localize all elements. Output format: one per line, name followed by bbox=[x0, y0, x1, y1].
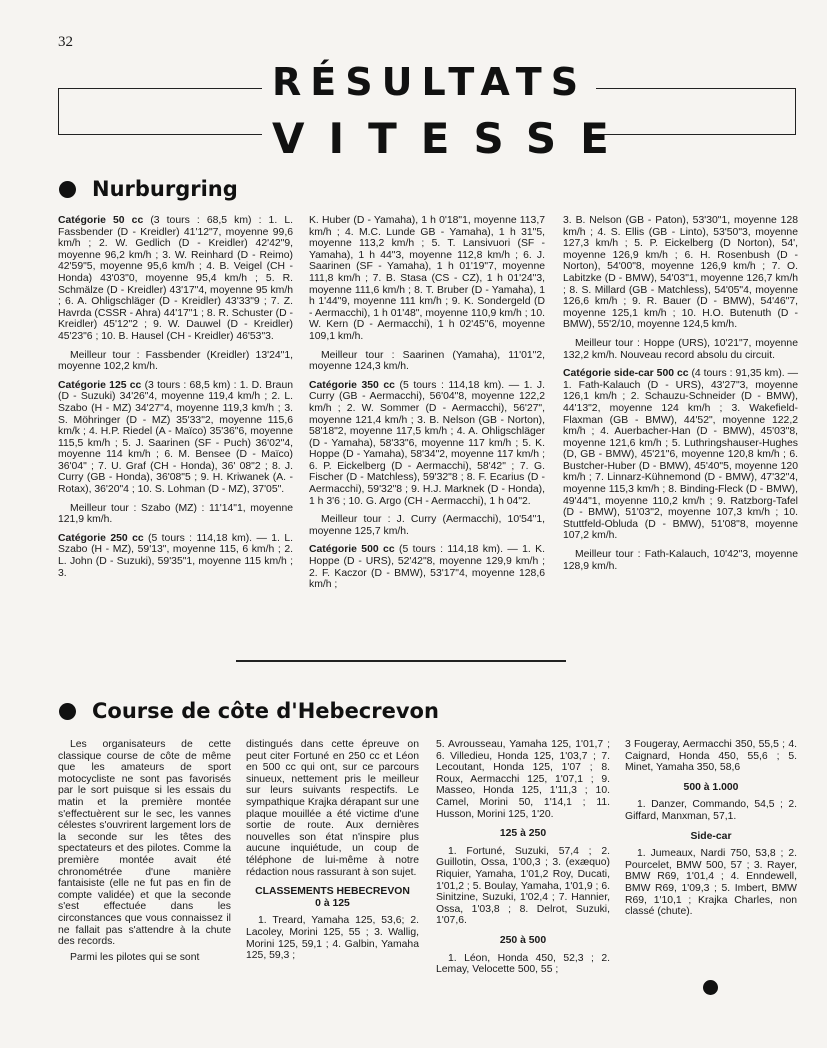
nurburgring-column-1 bbox=[58, 215, 293, 586]
paragraph: Meilleur tour : J. Curry (Aermacchi), 10'54"1, moyenne 125,7 km/h. bbox=[309, 514, 545, 537]
header-rule-right bbox=[795, 88, 796, 135]
paragraph: 1. Danzer, Commando, 54,5 ; 2. Giffard, Manxman, 57,1. bbox=[625, 799, 797, 822]
classements-title: CLASSEMENTS HEBECREVON bbox=[255, 886, 410, 898]
paragraph: Les organisateurs de cette classique course de côte de même que les amateurs de sport motocycliste ne sont pas favorisés par le sort puisque si les essais du matin et la première montée s'effectuèrent sur le sec, les vannes célestes s'ouvrirent largement lors de la seconde sur les têtes des spectateurs et des pilotes. Comme la première montée avait été chronométrée d'une manière fantaisiste (elle ne fut pas en fin de compte validée) et que la seconde s'est effectuée dans les circonstances que vous connaissez il ne fallait pas s'attendre à la chute des records. bbox=[58, 739, 231, 948]
nurburgring-column-2 bbox=[309, 215, 545, 598]
header-title-line1: RÉSULTATS bbox=[272, 60, 588, 104]
paragraph: Parmi les pilotes qui se sont bbox=[70, 951, 200, 963]
header-title-line2: VITESSE bbox=[272, 114, 633, 163]
category-heading: Side-car bbox=[690, 830, 732, 842]
paragraph: Catégorie 50 cc (3 tours : 68,5 km) : 1. L. Fassbender (D - Kreidler) 41'12"7, moyenne 99,6 km/h ; 2. W. Gedlich (D - Kreidler) 42'42"9, moyenne 96,2 km/h ; 3. W. Reinhard (D - Reimo) 42'59"5, moyenne 95,6 km/h ; 4. B. Veigel (CH - Honda) 43'03"0, moyenne 95,4 km/h ; 5. R. Schmälze (D - Kreidler) 43'17"4, moyenne 95 km/h ; 6. A. Ohligschläger (D - Kreidler) 43'33"9 ; 7. Z. Havrda (CSSR - Ahra) 44'17"1 ; 8. R. Schuster (D - Kreidler) 45'12"2 ; 9. W. Dauwel (D - Kreidler) 45'23"6 ; 10. B. Hausel (CH - Kreidler) 46'53"3. bbox=[58, 215, 293, 342]
nurburgring-column-3 bbox=[563, 215, 798, 579]
header-rule-left bbox=[58, 88, 59, 135]
category-heading: 250 à 500 bbox=[499, 934, 547, 946]
paragraph: 3. B. Nelson (GB - Paton), 53'30"1, moyenne 128 km/h ; 4. S. Ellis (GB - Linto), 53'50"3, moyenne 127,3 km/h ; 5. P. Eickelberg (D Norton), 54', moyenne 126,9 km/h ; 6. H. Rosenbush (D - Norton), 54'00"8, moyenne 126,9 km/h ; 7. O. Labitzke (D - BMW), 54'03"1, moyenne 126,7 km/h ; 8. S. Millard (GB - Matchless), 54'05"4, moyenne 126,6 km/h ; 9. R. Bauer (D - BMW), 54'46"7, moyenne 125,1 km/h ; 10. H.O. Butenuth (D - BMW), 55'2/10, moyenne 124,5 km/h. bbox=[563, 215, 798, 331]
section-title-hebecrevon: Course de côte d'Hebecrevon bbox=[92, 699, 439, 723]
paragraph: Meilleur tour : Hoppe (URS), 10'21"7, moyenne 132,2 km/h. Nouveau record absolu du circuit. bbox=[563, 337, 798, 361]
paragraph: Catégorie 250 cc (5 tours : 114,18 km). — 1. L. Szabo (H - MZ), 59'13", moyenne 115, 6 km/h ; 2. L. John (D - Suzuki), 59'35"1, moyenne 115 km/h ; 3. bbox=[58, 532, 293, 579]
paragraph: Catégorie 500 cc (5 tours : 114,18 km). — 1. K. Hoppe (D - URS), 52'42"8, moyenne 129,9 km/h ; 2. F. Kaczor (D - BMW), 53'17"4, moyenne 128,6 km/h ; bbox=[309, 544, 545, 591]
paragraph: distingués dans cette épreuve on peut citer Fortuné en 250 cc et Léon en 500 cc qui ont, sur ce parcours sinueux, nettement pris le meilleur sur leurs suivants respectifs. Le sympathique Krajka dérapant sur une plaque mouillée a été victime d'une sortie de route. Aux dernières nouvelles son état n'inspire plus aucune inquiétude, un coup de téléphone de lui-même à notre rédaction nous rassurant à son sujet. bbox=[246, 739, 419, 878]
paragraph: Meilleur tour : Fath-Kalauch, 10'42"3, moyenne 128,9 km/h. bbox=[563, 549, 798, 572]
paragraph: K. Huber (D - Yamaha), 1 h 0'18"1, moyenne 113,7 km/h ; 4. M.C. Lunde GB - Yamaha), 1 h 31"5, moyenne 113,2 km/h ; 5. T. Lansivuori (SF - Yamaha), 1 h 44"3, moyenne 112,8 km/h ; 6. J. Saarinen (SF - Yamaha), 1 h 01'19"7, moyenne 111,8 km/h ; 7. B. Stasa (CS - CZ), 1 h 01'24"3, moyenne 111,6 km/h ; 8. T. Bruber (D - Yamaha), 1 h 1'44"9, moyenne 111 km/h ; 9. K. Sondergeld (D - Aermacchi), 1 h 01'48", moyenne 110,9 km/h ; 10. W. Kern (D - Aermacchi), 1 h 02'45"6, moyenne 109,1 km/h. bbox=[309, 215, 545, 342]
paragraph: Catégorie side-car 500 cc (4 tours : 91,35 km). — 1. Fath-Kalauch (D - URS), 43'27"3, moyenne 126,1 km/h ; 2. Schauzu-Schneider (D - BMW), 44'13"2, moyenne 124 km/h ; 3. Wakefield-Flaxman (GB - BMW), 44'52", moyenne 122,2 km/h ; 4. Auerbacher-Han (D - BMW), 45'03"8, moyenne 121,6 km/h ; 5. Luthringshauser-Hughes (D, GB - BMW), 45'21"6, moyenne 120,8 km/h ; 6. Bustcher-Huber (D - BMW), 45'40"5, moyenne 120 km/h ; 7. Linnarz-Kühnemond (D - BMW), 47'32"4, moyenne 115,3 km/h ; 8. Binding-Fleck (D - BMW), 49'44"1, moyenne 110,2 km/h ; 9. Ratzborg-Tafel (D - BMW), 51'03"2, moyenne 107,3 km/h ; 10. Stuttfeld-Obluda (D - BMW), 51'08"8, moyenne 107,2 km/h. bbox=[563, 368, 798, 542]
paragraph: Catégorie 350 cc (5 tours : 114,18 km). — 1. J. Curry (GB - Aermacchi), 56'04"8, moyenne 122,2 km/h ; 2. W. Sommer (D - Aermacchi), 56'27", moyenne 121,4 km/h ; 3. B. Nelson (GB - Norton), 58'18"2, moyenne 117,5 km/h ; 4. A. Ohligschläger (D - Yamaha), 58'33"6, moyenne 117 km/h ; 5. K. Hoppe (D - Yamaha), 58'34"2, moyenne 117 km/h ; 6. P. Eickelberg (D - Aermacchi), 58'42" ; 7. G. Fischer (D - Matchless), 59'32"8 ; 8. F. Ecarius (D - Aermacchi), 59'32"8 ; 9. H.J. Marknek (D - Honda), 1 h 3'6 ; 10. G. Argo (CH - Aermacchi), 1 h 04"2. bbox=[309, 379, 546, 507]
header-rule-bottom-left bbox=[58, 134, 262, 135]
paragraph: Catégorie 125 cc (3 tours : 68,5 km) : 1. D. Braun (D - Suzuki) 34'26"4, moyenne 119,4 km/h ; 2. L. Szabo (H - MZ) 34'27"4, moyenne 119,3 km/h ; 3. S. Möhringer (D - MZ) 35'33"2, moyenne 115,6 km/k ; 4. H.P. Riedel (A - Maïco) 35'36"6, moyenne 115,5 km/h ; 5. J. Saarinen (SF - Puch) 36'02"4, moyenne 114 km/h ; 6. M. Bensee (D - Maïco) 36'04" ; 7. U. Graf (CH - Honda), 36' 08"2 ; 8. J. Curry (GB - Honda), 36'08"5 ; 9. H. Kriwanek (A. - Rotax), 36'20"4 ; 10. S. Lohman (D - MZ), 37'05". bbox=[58, 379, 293, 496]
paragraph: 3 Fougeray, Aermacchi 350, 55,5 ; 4. Caignard, Honda 450, 55,6 ; 5. Minet, Yamaha 350, 58,6 bbox=[625, 739, 797, 774]
paragraph: 1. Jumeaux, Nardi 750, 53,8 ; 2. Pourcelet, BMW 500, 57 ; 3. Rayer, BMW R69, 1'01,4 ; 4. Enndewell, BMW R69, 1'09,3 ; 5. Imbert, BMW R69, 1'10,1 ; Krajka Charles, non classé (chute). bbox=[625, 848, 797, 918]
paragraph: Meilleur tour : Szabo (MZ) : 11'14"1, moyenne 121,9 km/h. bbox=[58, 502, 293, 526]
paragraph: Meilleur tour : Saarinen (Yamaha), 11'01"2, moyenne 124,3 km/h. bbox=[309, 349, 545, 373]
header-rule-top-left bbox=[58, 88, 262, 89]
end-mark-icon bbox=[703, 980, 718, 995]
hebecrevon-column-2 bbox=[246, 739, 419, 966]
paragraph: Meilleur tour : Fassbender (Kreidler) 13'24"1, moyenne 102,2 km/h. bbox=[58, 349, 293, 373]
page-number: 32 bbox=[58, 34, 73, 50]
section-divider bbox=[236, 660, 566, 662]
section-title-nurburgring: Nurburgring bbox=[92, 177, 238, 201]
category-heading: 500 à 1.000 bbox=[683, 781, 739, 793]
header-rule-top-right bbox=[596, 88, 796, 89]
paragraph: 1. Treard, Yamaha 125, 53,6; 2. Lacoley, Morini 125, 55 ; 3. Wallig, Morini 125, 59,1 ; 4. Galbin, Yamaha 125, 59,3 ; bbox=[246, 915, 419, 962]
hebecrevon-column-1 bbox=[58, 739, 231, 967]
paragraph: 5. Avrousseau, Yamaha 125, 1'01,7 ; 6. Villedieu, Honda 125, 1'03,7 ; 7. Lecoutant, Honda 125, 1'07 ; 8. Roux, Aermacchi 125, 1'07,1 ; 9. Masseo, Honda 125, 1'11,3 ; 10. Camel, Morini 50, 1'14,1 ; 11. Husson, Morini 125, 1'20. bbox=[436, 739, 610, 820]
hebecrevon-column-4 bbox=[625, 739, 797, 922]
section-bullet-icon bbox=[59, 181, 76, 198]
hebecrevon-column-3 bbox=[436, 739, 610, 980]
section-bullet-icon bbox=[59, 703, 76, 720]
paragraph: 1. Fortuné, Suzuki, 57,4 ; 2. Guillotin, Ossa, 1'00,3 ; 3. (exæquo) Riquier, Yamaha, 1'01,2 Roy, Ducati, 1'01,2 ; 5. Boulay, Yamaha, 1'01,9 ; 6. Sinitzine, Suzuki, 1'02,4 ; 7. Hannier, Ossa, 1'03,8 ; 8. Delrot, Suzuki, 1'07,6. bbox=[436, 845, 610, 927]
category-heading: 0 à 125 bbox=[315, 897, 350, 909]
paragraph: 1. Léon, Honda 450, 52,3 ; 2. Lemay, Velocette 500, 55 ; bbox=[436, 952, 610, 976]
category-heading: 125 à 250 bbox=[499, 828, 547, 840]
